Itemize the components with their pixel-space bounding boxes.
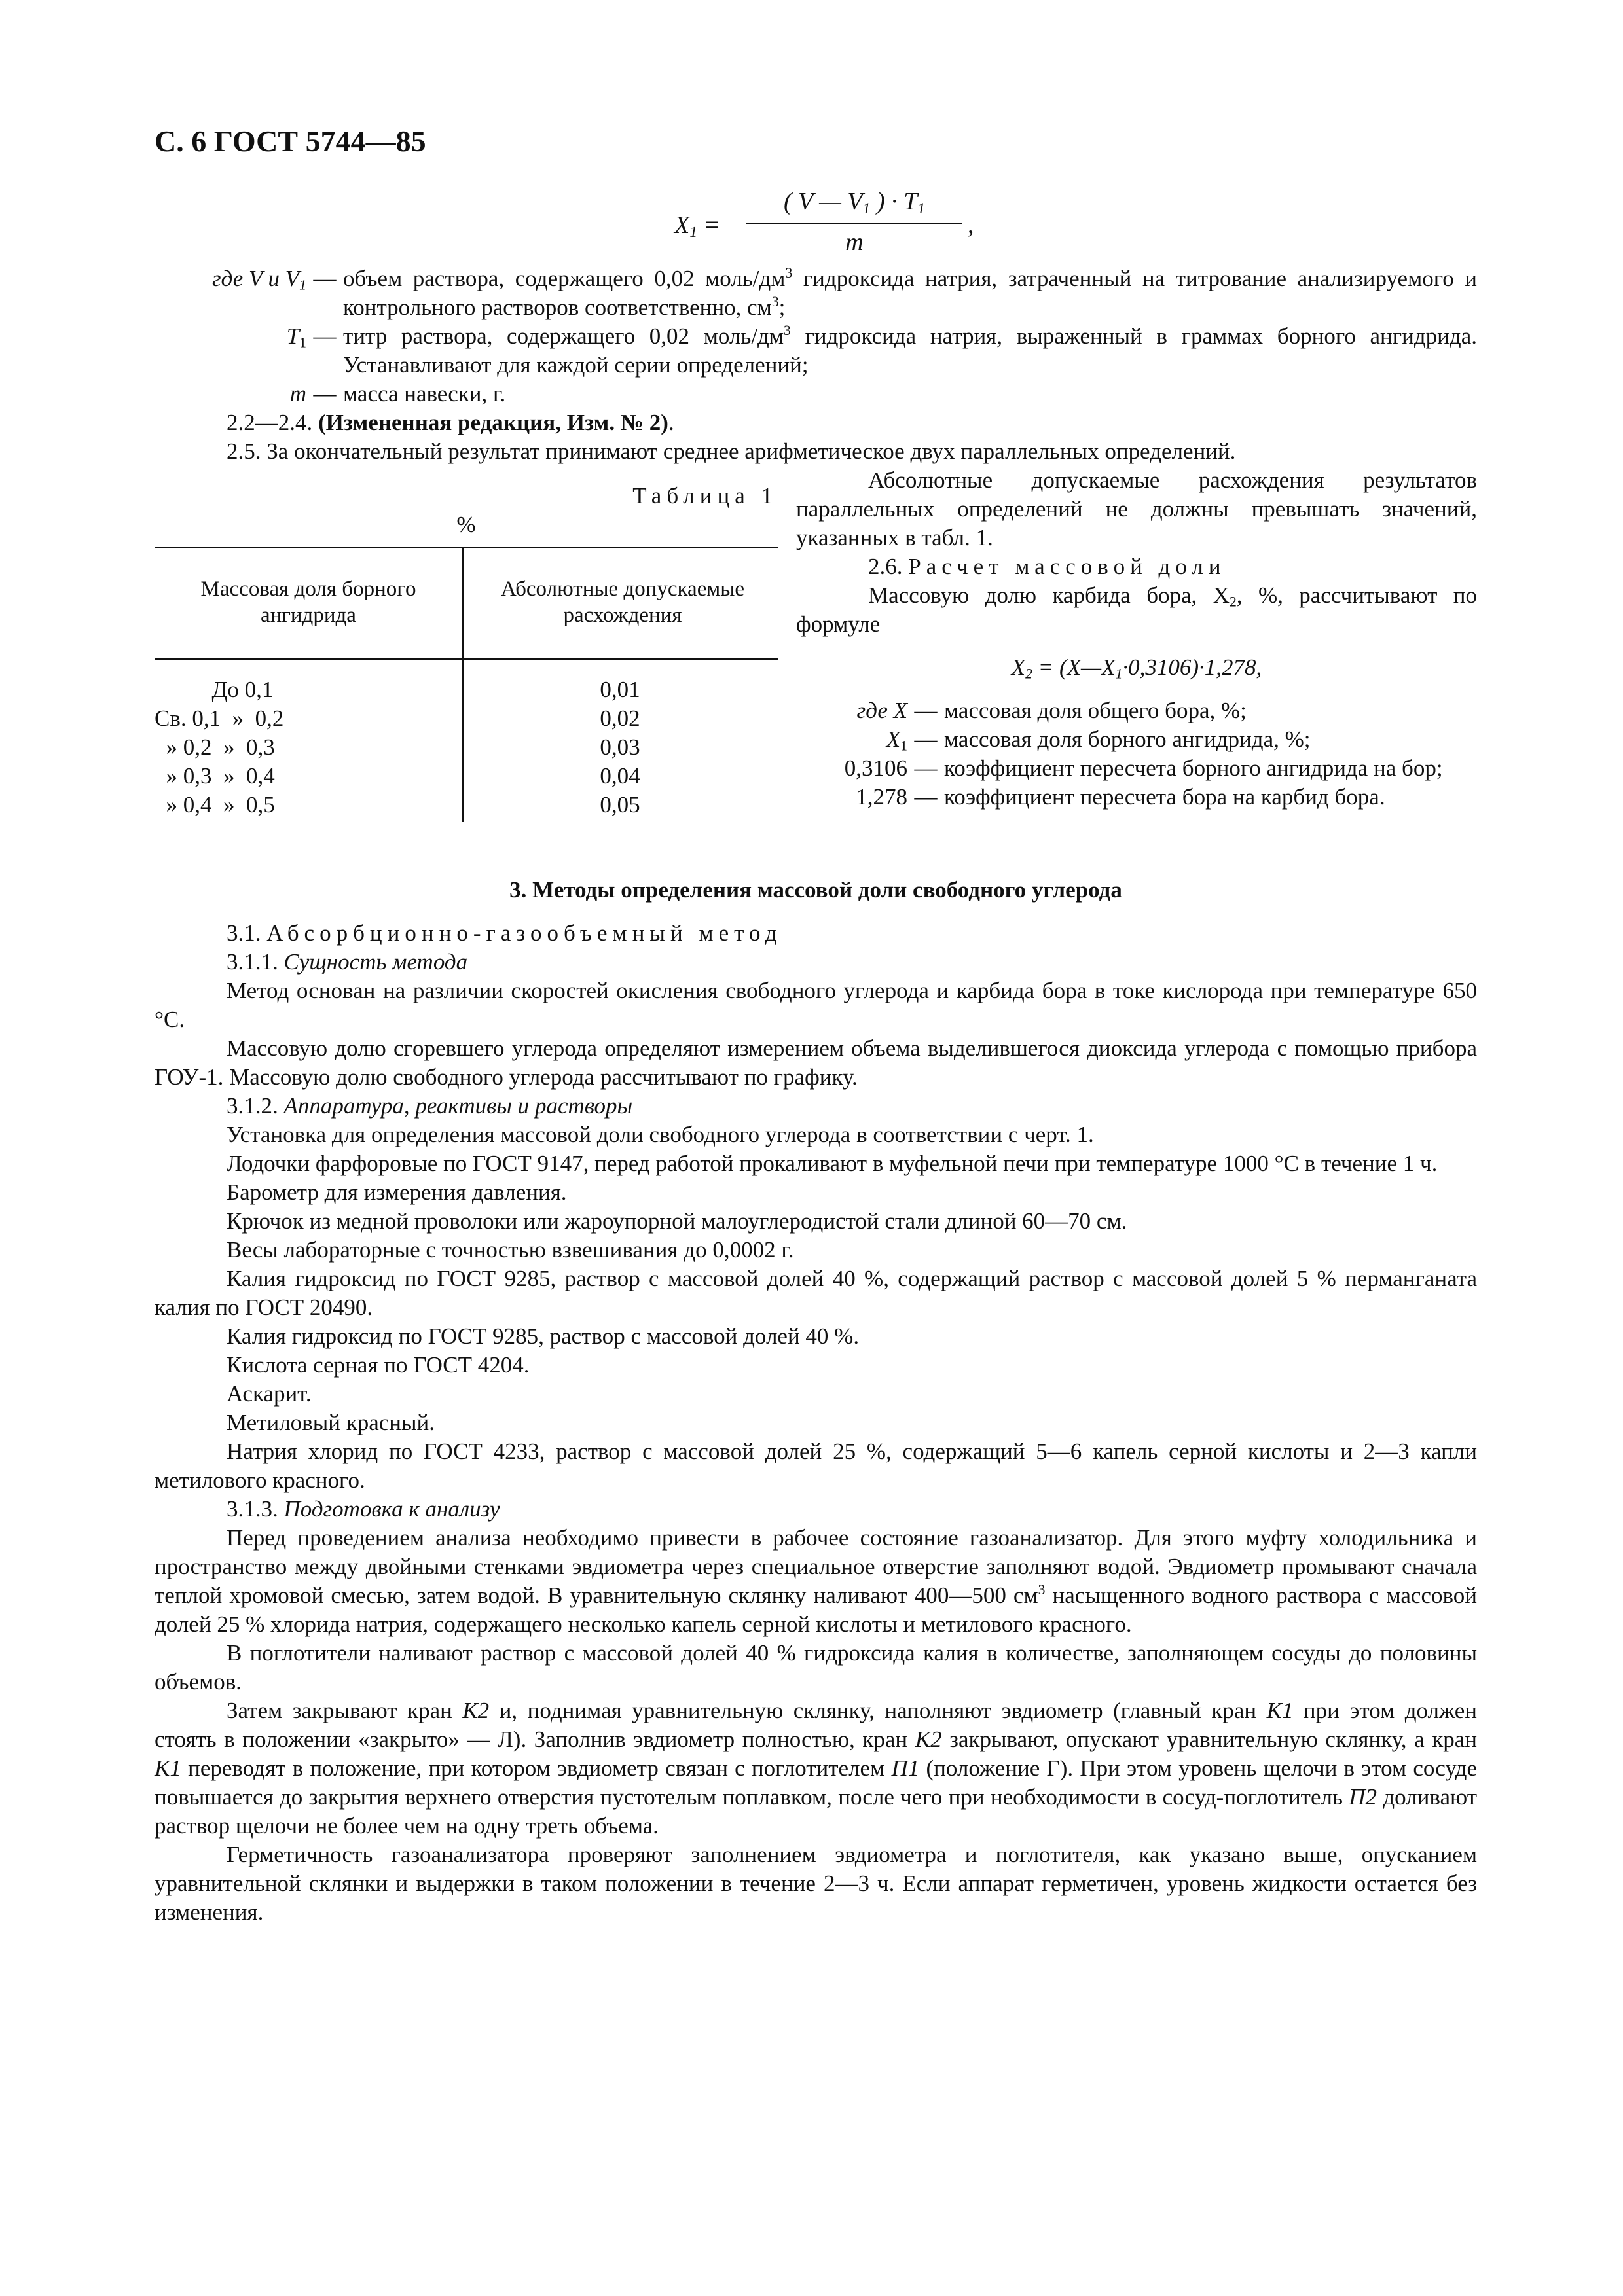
paragraph: Затем закрывают кран K2 и, поднимая уравнительную склянку, наполняют эвдиометр (главный кран K1 при этом должен стоять в положении «закрыто» — Л). Заполнив эвдиометр полностью, кран K2 закрывают, опускают уравнительную склянку, а кран K1 переводят в положение, при котором эвдиометр связан с поглотителем П1 (положение Г). При этом уровень щелочи в этом сосуде повышается до закрытия верхнего отверстия пустотелым поплавком, после чего при необходимости в сосуд-поглотитель П2 доливают раствор щелочи не более чем на одну треть объема. (155, 1698, 1477, 1839)
table-caption: Таблица 1 (632, 483, 778, 509)
table-cell-range: Св. 0,1 » 0,2 (155, 706, 284, 731)
formula-x1-denominator: m (845, 228, 864, 256)
formula-x2: $X_2$ = $(X—X_1\cdot 0,3106)\cdot 1,278$, (1011, 655, 1262, 682)
page-header: С. 6 ГОСТ 5744—85 (155, 124, 426, 158)
list-item: Кислота серная по ГОСТ 4204. (227, 1352, 530, 1378)
definition-row: m — масса навески, г. (289, 381, 506, 406)
section-title: 3. Методы определения массовой доли свободного углерода (509, 877, 1122, 903)
definition-row: где X — массовая доля общего бора, %; (856, 698, 1247, 723)
list-item: Весы лабораторные с точностью взвешивания до 0,0002 г. (227, 1237, 794, 1263)
list-item: Натрия хлорид по ГОСТ 4233, раствор с массовой долей 25 %, содержащий 5—6 капель серной кислоты и 2—3 капли метилового красного. (155, 1439, 1477, 1493)
paragraph: Массовую долю сгоревшего углерода определяют измерением объема выделившегося диоксида углерода с помощью прибора ГОУ-1. Массовую долю свободного углерода рассчитывают по графику. (155, 1035, 1477, 1090)
fraction-bar (746, 223, 962, 224)
paragraph: Герметичность газоанализатора проверяют заполнением эвдиометра и поглотителя, как указано выше, опусканием уравнительной склянки и выдержки в таком положении в течение 2—3 ч. Если аппарат герметичен, уровень жидкости остается без изменения. (155, 1842, 1477, 1925)
paragraph: Перед проведением анализа необходимо привести в рабочее состояние газоанализатор. Для этого муфту холодильника и пространство между двойными стенками эвдиометра через специальное отверстие заполняют водой. Эвдиометр промывают сначала теплой хромовой смесью, затем водой. В уравнительную склянку наливают 400—500 $см^3$ насыщенного водного раствора с массовой долей 25 % хлорида натрия, содержащего несколько капель серной кислоты и метилового красного. (155, 1525, 1477, 1637)
list-item: Калия гидроксид по ГОСТ 9285, раствор с массовой долей 40 %, содержащий раствор с массовой долей 5 % перманганата калия по ГОСТ 20490. (155, 1266, 1477, 1320)
definition-row: $X_1$ — массовая доля борного ангидрида, %; (886, 726, 1311, 754)
table-cell-value: 0,05 (600, 792, 640, 817)
definition-row: $T_1$ — титр раствора, содержащего 0,02 моль/$дм^3$ гидроксида натрия, выраженный в граммах борного ангидрида. Устанавливают для каждой серии определений; (286, 322, 1477, 378)
definition-row: 1,278 — коэффициент пересчета бора на карбид бора. (856, 784, 1385, 810)
formula-definitions (155, 264, 1477, 466)
list-item: Крючок из медной проволоки или жароупорной малоуглеродистой стали длиной 60—70 см. (227, 1208, 1127, 1234)
table-cell-value: 0,04 (600, 763, 640, 789)
list-item: Барометр для измерения давления. (227, 1179, 567, 1205)
list-item: Метиловый красный. (227, 1410, 435, 1435)
table-header-mass-fraction: Массовая доля борного ангидрида (200, 577, 416, 627)
list-item: Аскарит. (227, 1381, 312, 1407)
definition-row: 0,3106 — коэффициент пересчета борного ангидрида на бор; (844, 755, 1443, 781)
formula-x1: $X_1$ = ( V — $V_1$ ) · $T_1$ m , (674, 188, 974, 256)
formula-x1-numerator: ( V — $V_1$ ) · $T_1$ (783, 188, 926, 217)
paragraph: Метод основан на различии скоростей окисления свободного углерода и карбида бора в токе кислорода при температуре 650 °С. (155, 978, 1477, 1032)
list-item: Калия гидроксид по ГОСТ 9285, раствор с массовой долей 40 %. (227, 1323, 860, 1349)
table-unit: % (456, 512, 476, 537)
list-item: Лодочки фарфоровые по ГОСТ 9147, перед работой прокаливают в муфельной печи при температуре 1000 °С в течение 1 ч. (227, 1151, 1438, 1176)
calc-paragraph: Массовую долю карбида бора, $X_2$, %, рассчитывают по формуле (796, 583, 1478, 637)
table-cell-value: 0,01 (600, 677, 640, 702)
table-1 (155, 547, 778, 822)
paragraph-3-1: 3.1. Абсорбционно-газообъемный метод (227, 920, 782, 946)
table-cell-range: » 0,2 » 0,3 (155, 734, 275, 760)
tolerance-paragraph: Абсолютные допускаемые расхождения результатов параллельных определений не должны превышать значений, указанных в табл. 1. (796, 467, 1477, 550)
paragraph-2-5: 2.5. За окончательный результат принимают среднее арифметическое двух параллельных определений. (227, 439, 1236, 464)
table-cell-value: 0,02 (600, 706, 640, 731)
definition-row: где V и $V_1$ — объем раствора, содержащего 0,02 моль/$дм^3$ гидроксида натрия, затраченный на титрование анализируемого и контрольного растворов соответственно, $см^3$; (211, 264, 1477, 320)
paragraph-3-1-3: 3.1.3. Подготовка к анализу (227, 1496, 500, 1522)
section-3-body (155, 919, 1477, 1927)
formula-x1-lhs: $X_1$ = (674, 211, 721, 241)
right-column (796, 466, 1477, 812)
paragraph-3-1-1: 3.1.1. Сущность метода (227, 949, 468, 975)
table-cell-range: » 0,4 » 0,5 (155, 792, 275, 817)
paragraph-3-1-2: 3.1.2. Аппаратура, реактивы и растворы (227, 1093, 633, 1119)
paragraph-2-6: 2.6. Расчет массовой доли (868, 554, 1226, 579)
table-cell-range: » 0,3 » 0,4 (155, 763, 275, 789)
table-header-tolerance: Абсолютные допускаемые расхождения (500, 577, 745, 627)
table-cell-range: До 0,1 (155, 677, 274, 702)
table-cell-value: 0,03 (600, 734, 640, 760)
paragraph-2-2: 2.2—2.4. (Измененная редакция, Изм. № 2). (227, 410, 674, 435)
paragraph: В поглотители наливают раствор с массовой долей 40 % гидроксида калия в количестве, заполняющем сосуды до половины объемов. (155, 1640, 1477, 1695)
list-item: Установка для определения массовой доли свободного углерода в соответствии с черт. 1. (227, 1122, 1094, 1147)
